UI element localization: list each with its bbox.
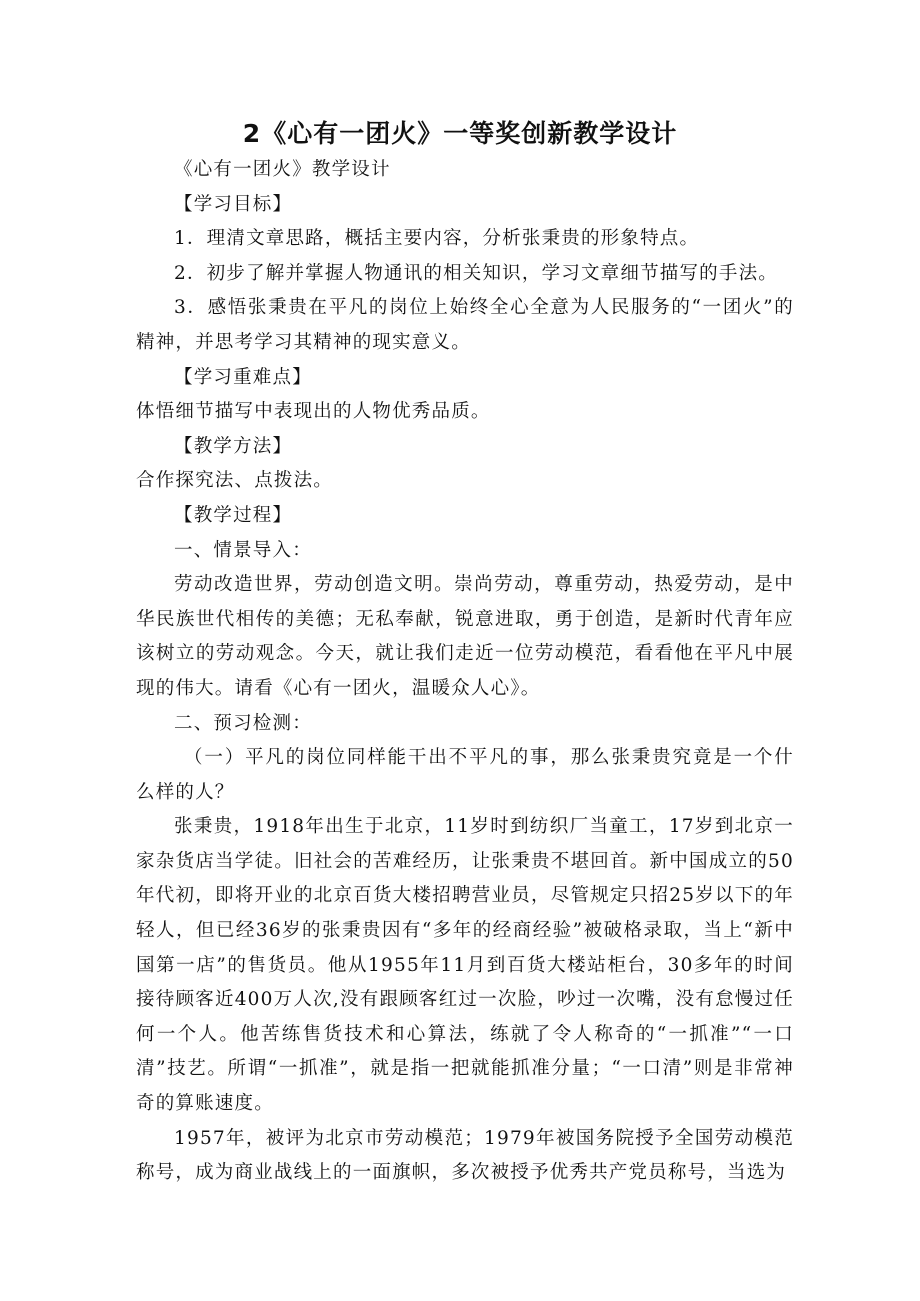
method-text: 合作探究法、点拨法。 xyxy=(136,470,334,492)
doc-subtitle: 《心有一团火》教学设计 xyxy=(174,159,391,180)
process-heading: 【教学过程】 xyxy=(174,504,293,526)
preview-question: （一）平凡的岗位同样能干出不平凡的事，那么张秉贵究竟是一个什么样的人？ xyxy=(136,747,794,803)
intro-paragraph: 劳动改造世界，劳动创造文明。崇尚劳动，尊重劳动，热爱劳动，是中华民族世代相传的美德；无私奉献，锐意进取，勇于创造，是新时代青年应该树立的劳动观念。今天，就让我们走近一位劳动模范，看看他在平凡中展现的伟大。请看《心有一团火，温暖众人心》。 xyxy=(136,574,794,699)
goal-item-1: 1．理清文章思路，概括主要内容，分析张秉贵的形象特点。 xyxy=(174,228,700,250)
goal-item-3: 3．感悟张秉贵在平凡的岗位上始终全心全意为人民服务的“一团火”的精神，并思考学习其精神的现实意义。 xyxy=(136,297,794,353)
goal-item-2: 2．初步了解并掌握人物通讯的相关知识，学习文章细节描写的手法。 xyxy=(174,262,778,284)
key-points-heading: 【学习重难点】 xyxy=(174,366,312,388)
goals-heading: 【学习目标】 xyxy=(174,193,293,215)
preview-heading: 二、预习检测： xyxy=(174,712,312,734)
document-title: 2《心有一团火》一等奖创新教学设计 xyxy=(242,119,678,148)
intro-heading: 一、情景导入： xyxy=(174,539,312,561)
biography-paragraph-2: 1957年，被评为北京市劳动模范；1979年被国务院授予全国劳动模范称号，成为商业战线上的一面旗帜，多次被授予优秀共产党员称号，当选为 xyxy=(136,1127,794,1184)
key-points-text: 体悟细节描写中表现出的人物优秀品质。 xyxy=(136,401,491,423)
biography-paragraph-1: 张秉贵，1918年出生于北京，11岁时到纺织厂当童工，17岁到北京一家杂货店当学徒。旧社会的苦难经历，让张秉贵不堪回首。新中国成立的50年代初，即将开业的北京百货大楼招聘营业员，尽管规定只招25岁以下的年轻人，但已经36岁的张秉贵因有“多年的经商经验”被破格录取，当上“新中国第一店”的售货员。他从1955年11月到百货大楼站柜台，30多年的时间接待顾客近400万人次,没有跟顾客红过一次脸，吵过一次嘴，没有怠慢过任何一个人。他苦练售货技术和心算法，练就了令人称奇的“一抓准”“一口清”技艺。所谓“一抓准”，就是指一把就能抓准分量；“一口清”则是非常神奇的算账速度。 xyxy=(136,816,794,1115)
document-body xyxy=(136,153,794,1191)
method-heading: 【教学方法】 xyxy=(174,435,293,457)
